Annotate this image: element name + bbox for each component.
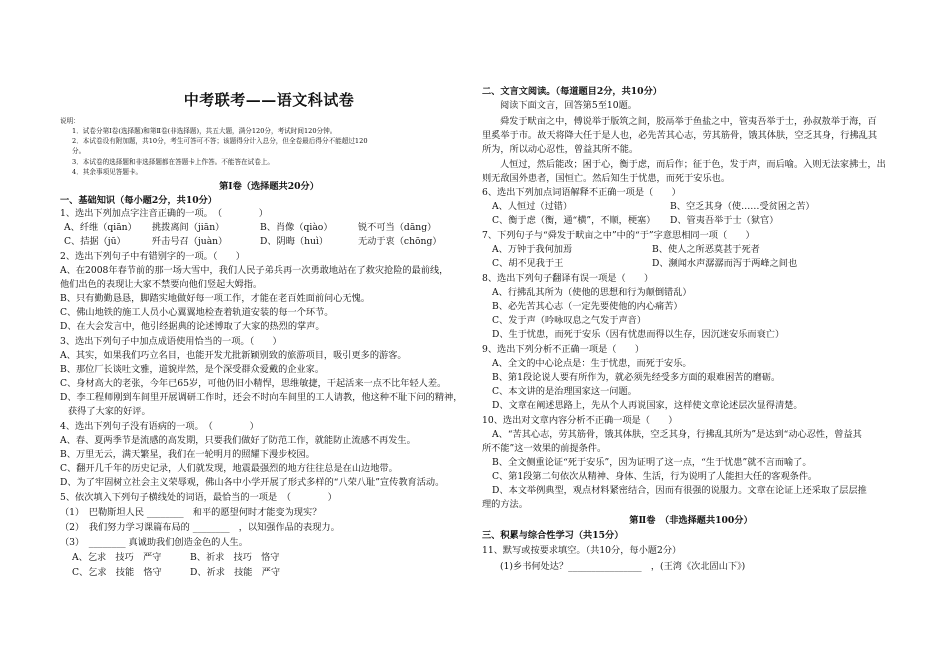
note-line: 4．其余事项见答题卡。 bbox=[72, 168, 143, 176]
q8-line: C、发于声（吟咏叹息之气发于声音） bbox=[492, 315, 647, 326]
q10-line: C、第1段第二句依次从精神、身体、生活，行为说明了人能担大任的客观条件。 bbox=[492, 471, 818, 482]
q10-line: D、本文举例典型，观点材料紧密结合，因而有很强的说服力。文章在论证上还采取了层层推 bbox=[492, 485, 867, 496]
q3-line: C、身材高大的老张，今年已65岁，可他仍旧小精悍，思维敏捷，干起活来一点不比年轻人差。 bbox=[60, 378, 447, 389]
option: 挑拨离间（jiān） bbox=[152, 222, 225, 233]
part2-heading: 第Ⅱ卷 （非选择题共100分） bbox=[629, 515, 753, 526]
q2-line: D、在大会发言中，他引经据典的论述博取了大家的热烈的掌声。 bbox=[60, 321, 325, 332]
passage-line: 人恒过，然后能改；困于心，衡于虑，而后作；征于色，发于声，而后喻。入则无法家拂士，出 bbox=[500, 159, 886, 170]
passage-line: 则无敌国外患者，国恒亡。然后知生于忧患，而死于安乐也。 bbox=[482, 173, 731, 184]
q5-options-row bbox=[72, 567, 280, 579]
q6-stem: 6、选出下列加点词语解释不正确一项是（ ） bbox=[482, 187, 681, 198]
q9-line: D、文章在阐述思路上，先从个人再说国家，这样使文章论述层次显得清楚。 bbox=[492, 400, 803, 411]
part1-heading: 第Ⅰ卷（选择题共20分） bbox=[219, 181, 319, 192]
q10-line: 理的方法。 bbox=[482, 499, 528, 510]
q2-line: A、在2008年春节前的那一场大雪中，我们人民子弟兵再一次勇敢地站在了救灾抢险的最前线， bbox=[60, 265, 449, 276]
q5-options-row bbox=[72, 552, 279, 564]
option: B、空乏其身（使……受贫困之苦） bbox=[670, 201, 815, 212]
option: B、使人之所恶莫甚于死者 bbox=[652, 244, 760, 255]
q10-line: A、“苦其心志，劳其筋骨，饿其体肤，空乏其身，行拂乱其所为”是达到“动心忍性，曾益其 bbox=[492, 429, 862, 440]
q7-options-row bbox=[492, 258, 797, 270]
section2-heading: 二、文言文阅读。（每道题目2分，共10分） bbox=[482, 86, 662, 97]
option: A、纤维（qiān） bbox=[64, 222, 137, 233]
section3-heading: 三、积累与综合性学习（共15分） bbox=[482, 530, 624, 541]
q2-line: C、佛山地铁的施工人员小心翼翼地检查着轨道安装的每一个环节。 bbox=[60, 307, 334, 318]
option: A、乞求 技巧 严守 bbox=[72, 552, 162, 563]
q3-stem: 3、选出下列句子中加点成语使用恰当的一项。（ ） bbox=[60, 336, 282, 347]
q3-line: B、那位厂长谈吐文雅，道貌岸然，是个深受群众爱戴的企业家。 bbox=[60, 364, 325, 375]
option: B、肖像（qiào） bbox=[260, 222, 333, 233]
q2-line: 他们出色的表现让大家不禁要向他们竖起大姆指。 bbox=[60, 279, 263, 290]
note-line: 2．本试卷设有附加题，共10分，考生可答可不答；该题得分计入总分，但全卷最后得分不能超过120 bbox=[72, 137, 368, 145]
q7-options-row bbox=[492, 244, 760, 256]
option: 锐不可当（dāng） bbox=[358, 222, 437, 233]
option: C、胡不见我于王 bbox=[492, 258, 564, 269]
q8-line: A、行拂乱其所为（使他的思想和行为颠倒错乱） bbox=[492, 287, 692, 298]
notes-label: 说明： bbox=[60, 117, 80, 125]
exam-title: 中考联考——语文科试卷 bbox=[183, 91, 355, 109]
q5-blank: （3） ________ 真诚助我们创造金色的人生。 bbox=[60, 537, 248, 548]
q11-item-1: (1)乡书何处达？________________ ，(王湾《次北固山下》) bbox=[500, 561, 746, 572]
q2-stem: 2、选出下列句子中有错别字的一项。（ ） bbox=[60, 251, 245, 262]
q9-line: B、第1段论说人要有所作为，就必须先经受多方面的艰难困苦的磨砺。 bbox=[492, 372, 781, 383]
option: C、乞求 技能 恪守 bbox=[72, 567, 162, 578]
q5-stem: 5、依次填入下列句子横线处的词语，最恰当的一项是 （ ） bbox=[60, 492, 337, 503]
option: A、人恒过（过错） bbox=[492, 201, 573, 212]
option: 歼击号召（juàn） bbox=[152, 236, 228, 247]
q9-line: C、本文讲的是治理国家这一问题。 bbox=[492, 386, 637, 397]
q4-line: D、为了牢固树立社会主义荣辱观，佛山各中小学开展了形式多样的“八荣八耻”宣传教育活动。 bbox=[60, 477, 445, 488]
option: B、祈求 技巧 恪守 bbox=[190, 552, 280, 563]
q10-stem: 10、选出对文章内容分析不正确一项是（ ） bbox=[482, 415, 678, 426]
q3-line: A、其实，如果我们巧立名目，也能开发尤批新颖别致的旅游项目，吸引更多的游客。 bbox=[60, 350, 407, 361]
q4-line: A、春、夏两季节是流感的高发期，只要我们做好了防范工作，就能防止流感不再发生。 bbox=[60, 435, 416, 446]
passage-line: 里奚举于市。故天将降大任于是人也，必先苦其心志，劳其筋骨，饿其体肤，空乏其身，行拂乱其 bbox=[482, 130, 878, 141]
option: D、祈求 技能 严守 bbox=[190, 567, 281, 578]
passage-line: 所为，所以动心忍性，曾益其所不能。 bbox=[482, 144, 639, 155]
note-line: 1．试卷分第Ⅰ卷(选择题)和第Ⅱ卷(非选择题)，共五大题，满分120分，考试时间120分钟。 bbox=[72, 127, 337, 135]
q5-blank: （1） 巴勒斯坦人民 ________ 和平的愿望何时才能变为现实？ bbox=[60, 507, 322, 518]
q1-options-row bbox=[64, 222, 436, 234]
q6-options-row bbox=[492, 201, 815, 213]
q11-stem: 11、默写或按要求填空。（共10分，每小题2分） bbox=[482, 545, 682, 556]
q6-options-row bbox=[492, 215, 778, 227]
note-line: 分。 bbox=[72, 147, 86, 155]
q1-stem: 1、选出下列加点字注音正确的一项。 （ ） bbox=[60, 208, 268, 219]
q3-line: D、李工程师刚到车间里开展调研工作时，还会不时向车间里的工人请教，他这种不耻下问的精神， bbox=[60, 392, 463, 403]
q4-line: C、翻开几千年的历史记录，人们就发现，地震最强烈的地方往往总是在山边地带。 bbox=[60, 463, 398, 474]
note-line: 3．本试卷的选择题和非选择题都在答题卡上作答。不能答在试卷上。 bbox=[72, 158, 275, 166]
q4-stem: 4、选出下列句子没有语病的一项。 （ ） bbox=[60, 421, 259, 432]
option: C、拮据（jū） bbox=[64, 236, 126, 247]
option: C、衡于虑（衡，通“横”，不顺，梗塞） bbox=[492, 215, 656, 226]
section1-heading: 一、基础知识（每小题2分，共10分） bbox=[60, 195, 217, 206]
passage-line: 舜发于畎亩之中，傅说举于版筑之间，胶鬲举于鱼盐之中，管夷吾举于士，孙叔敖举于海，百 bbox=[500, 116, 877, 127]
q8-stem: 8、选出下列句子翻译有误一项是（ ） bbox=[482, 273, 654, 284]
q9-stem: 9、选出下列分析不正确一项是（ ） bbox=[482, 344, 645, 355]
q1-options-row bbox=[64, 236, 442, 248]
option: A、万钟于我何加焉 bbox=[492, 244, 573, 255]
q10-line: B、全文侧重论证“死于安乐”，因为证明了这一点，“生于忧患”就不言而喻了。 bbox=[492, 457, 812, 468]
q8-line: D、生于忧患，而死于安乐（因有忧患而得以生存，因沉迷安乐而衰亡） bbox=[492, 329, 785, 340]
q3-line: 获得了大家的好评。 bbox=[68, 406, 151, 417]
q5-blank: （2） 我们努力学习课篇布局的 ________ ，以知强作品的表现力。 bbox=[60, 522, 340, 533]
q4-line: B、万里无云，满天繁星，我们在一轮明月的照耀下漫步校园。 bbox=[60, 449, 315, 460]
q7-stem: 7、下列句子与“舜发于畎亩之中”中的“于”字意思相同一项（ ） bbox=[482, 230, 755, 241]
option: D、濒闻水声潺潺而泻于两峰之间也 bbox=[652, 258, 798, 269]
reading-intro: 阅读下面文言，回答第5至10题。 bbox=[500, 100, 637, 111]
q8-line: B、必先苦其心志（一定先要使他的内心痛苦） bbox=[492, 301, 683, 312]
option: D、管夷吾举于士（狱官） bbox=[670, 215, 779, 226]
q2-line: B、只有勤勤恳恳，脚踏实地做好每一项工作，才能在老百姓面前问心无愧。 bbox=[60, 293, 370, 304]
q9-line: A、全文的中心论点是：生于忧患，而死于安乐。 bbox=[492, 358, 692, 369]
q10-line: 所不能”这一效果的前提条件。 bbox=[482, 443, 607, 454]
option: 无动于衷（chōng） bbox=[358, 236, 442, 247]
option: D、阴晦（huì） bbox=[260, 236, 329, 247]
